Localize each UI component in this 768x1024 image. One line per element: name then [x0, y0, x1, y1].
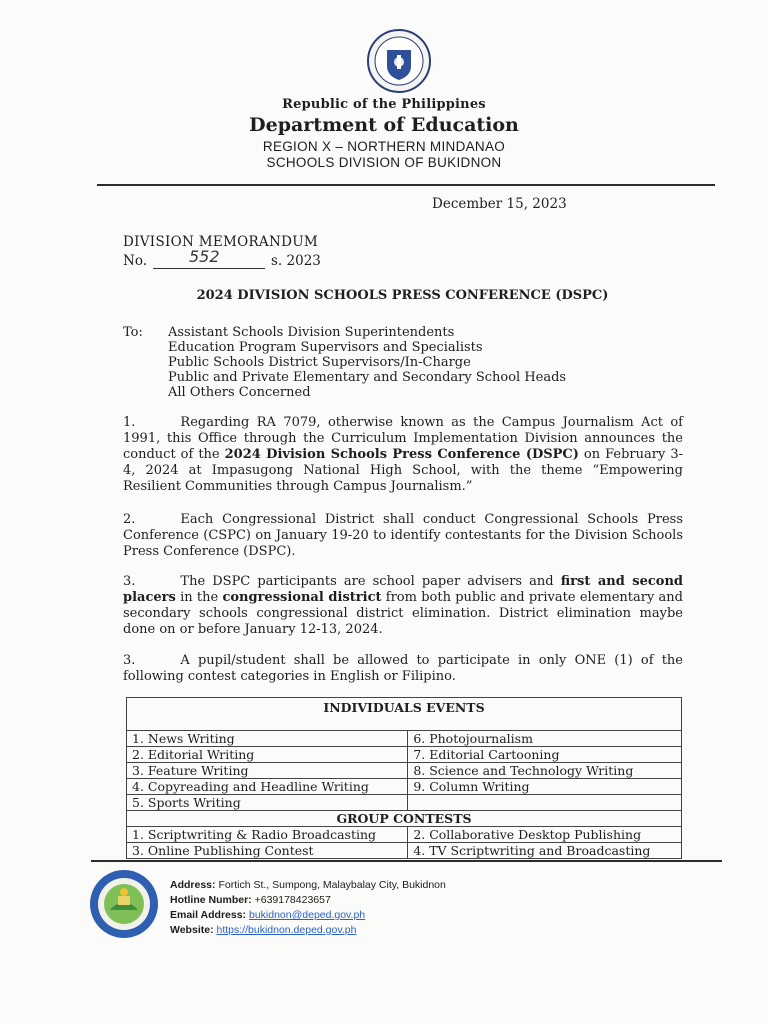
paragraph-number: 1.	[123, 415, 136, 430]
table-cell: 3. Online Publishing Contest	[127, 843, 408, 859]
footer-address: Address: Fortich St., Sumpong, Malaybalay City, Bukidnon	[170, 879, 446, 891]
paragraph-4: 3. A pupil/student shall be allowed to participate in only ONE (1) of the following contest categories in English or Filipino.	[123, 653, 683, 684]
table-cell: 7. Editorial Cartooning	[408, 747, 682, 763]
table-cell: 6. Photojournalism	[408, 731, 682, 747]
memo-number-line	[153, 247, 265, 269]
recipient: Assistant Schools Division Superintendents	[168, 325, 455, 340]
recipient: All Others Concerned	[168, 385, 311, 400]
memo-number-handwritten: 552	[189, 247, 220, 266]
table-row	[127, 763, 682, 779]
table-row	[127, 747, 682, 763]
memo-date: December 15, 2023	[432, 196, 567, 212]
paragraph-3: 3. The DSPC participants are school paper advisers and first and second placers in the congressional district from both public and private elementary and secondary schools congressional district elimination. District elimination maybe done on or before January 12-13, 2024.	[123, 574, 684, 637]
header-divider	[97, 184, 715, 186]
group-contests-header: GROUP CONTESTS	[127, 811, 682, 827]
recipients-list	[168, 325, 566, 400]
region-line: REGION X – NORTHERN MINDANAO	[262, 139, 506, 154]
table-cell: 3. Feature Writing	[127, 763, 408, 779]
division-seal-icon	[88, 868, 160, 940]
recipient: Education Program Supervisors and Specialists	[168, 340, 483, 355]
email-link[interactable]: bukidnon@deped.gov.ph	[248, 909, 366, 921]
table-cell	[408, 795, 682, 811]
deped-seal-icon	[366, 28, 432, 94]
table-cell: 2. Collaborative Desktop Publishing	[408, 827, 682, 843]
table-cell: 9. Column Writing	[408, 779, 682, 795]
division-line: SCHOOLS DIVISION OF BUKIDNON	[266, 155, 502, 170]
table-cell: 8. Science and Technology Writing	[408, 763, 682, 779]
memo-type: DIVISION MEMORANDUM	[123, 234, 319, 250]
table-row	[127, 795, 682, 811]
memo-title: 2024 DIVISION SCHOOLS PRESS CONFERENCE (DSPC)	[196, 288, 609, 303]
recipient: Public and Private Elementary and Secondary School Heads	[168, 370, 567, 385]
paragraph-1: 1. Regarding RA 7079, otherwise known as the Campus Journalism Act of 1991, this Office through the Curriculum Implementation Division announces the conduct of the 2024 Division Schools Press Conference (DSPC) on February 3-4, 2024 at Impasugong National High School, with the theme “Empowering Resilient Communities through Campus Journalism.”	[123, 415, 683, 494]
memo-number	[123, 247, 321, 269]
footer-divider	[91, 860, 722, 862]
footer-hotline: Hotline Number: +639178423657	[170, 894, 331, 906]
department-title: Department of Education	[249, 114, 519, 136]
footer-website: Website: https://bukidnon.deped.gov.ph	[170, 924, 357, 936]
table-cell: 4. TV Scriptwriting and Broadcasting	[408, 843, 682, 859]
paragraph-number: 2.	[123, 512, 136, 527]
table-cell: 5. Sports Writing	[127, 795, 408, 811]
website-link[interactable]: https://bukidnon.deped.gov.ph	[216, 924, 357, 936]
table-cell: 4. Copyreading and Headline Writing	[127, 779, 408, 795]
table-row	[127, 731, 682, 747]
footer-contact	[170, 878, 446, 938]
table-row	[127, 811, 682, 827]
table-row	[127, 827, 682, 843]
memo-no-label: No.	[123, 253, 147, 269]
events-table	[126, 697, 682, 859]
table-row	[127, 698, 682, 731]
to-label: To:	[123, 325, 143, 340]
individual-events-header: INDIVIDUALS EVENTS	[127, 698, 682, 731]
memo-series: s. 2023	[271, 253, 321, 269]
table-row	[127, 779, 682, 795]
paragraph-2: 2. Each Congressional District shall conduct Congressional Schools Press Conference (CSPC) on January 19-20 to identify contestants for the Division Schools Press Conference (DSPC).	[123, 512, 683, 559]
republic-line: Republic of the Philippines	[282, 97, 486, 112]
table-cell: 2. Editorial Writing	[127, 747, 408, 763]
table-row	[127, 843, 682, 859]
table-cell: 1. News Writing	[127, 731, 408, 747]
paragraph-number: 3.	[123, 653, 136, 668]
recipient: Public Schools District Supervisors/In-Charge	[168, 355, 471, 370]
paragraph-number: 3.	[123, 574, 136, 589]
footer-email: Email Address: bukidnon@deped.gov.ph	[170, 909, 366, 921]
table-cell: 1. Scriptwriting & Radio Broadcasting	[127, 827, 408, 843]
